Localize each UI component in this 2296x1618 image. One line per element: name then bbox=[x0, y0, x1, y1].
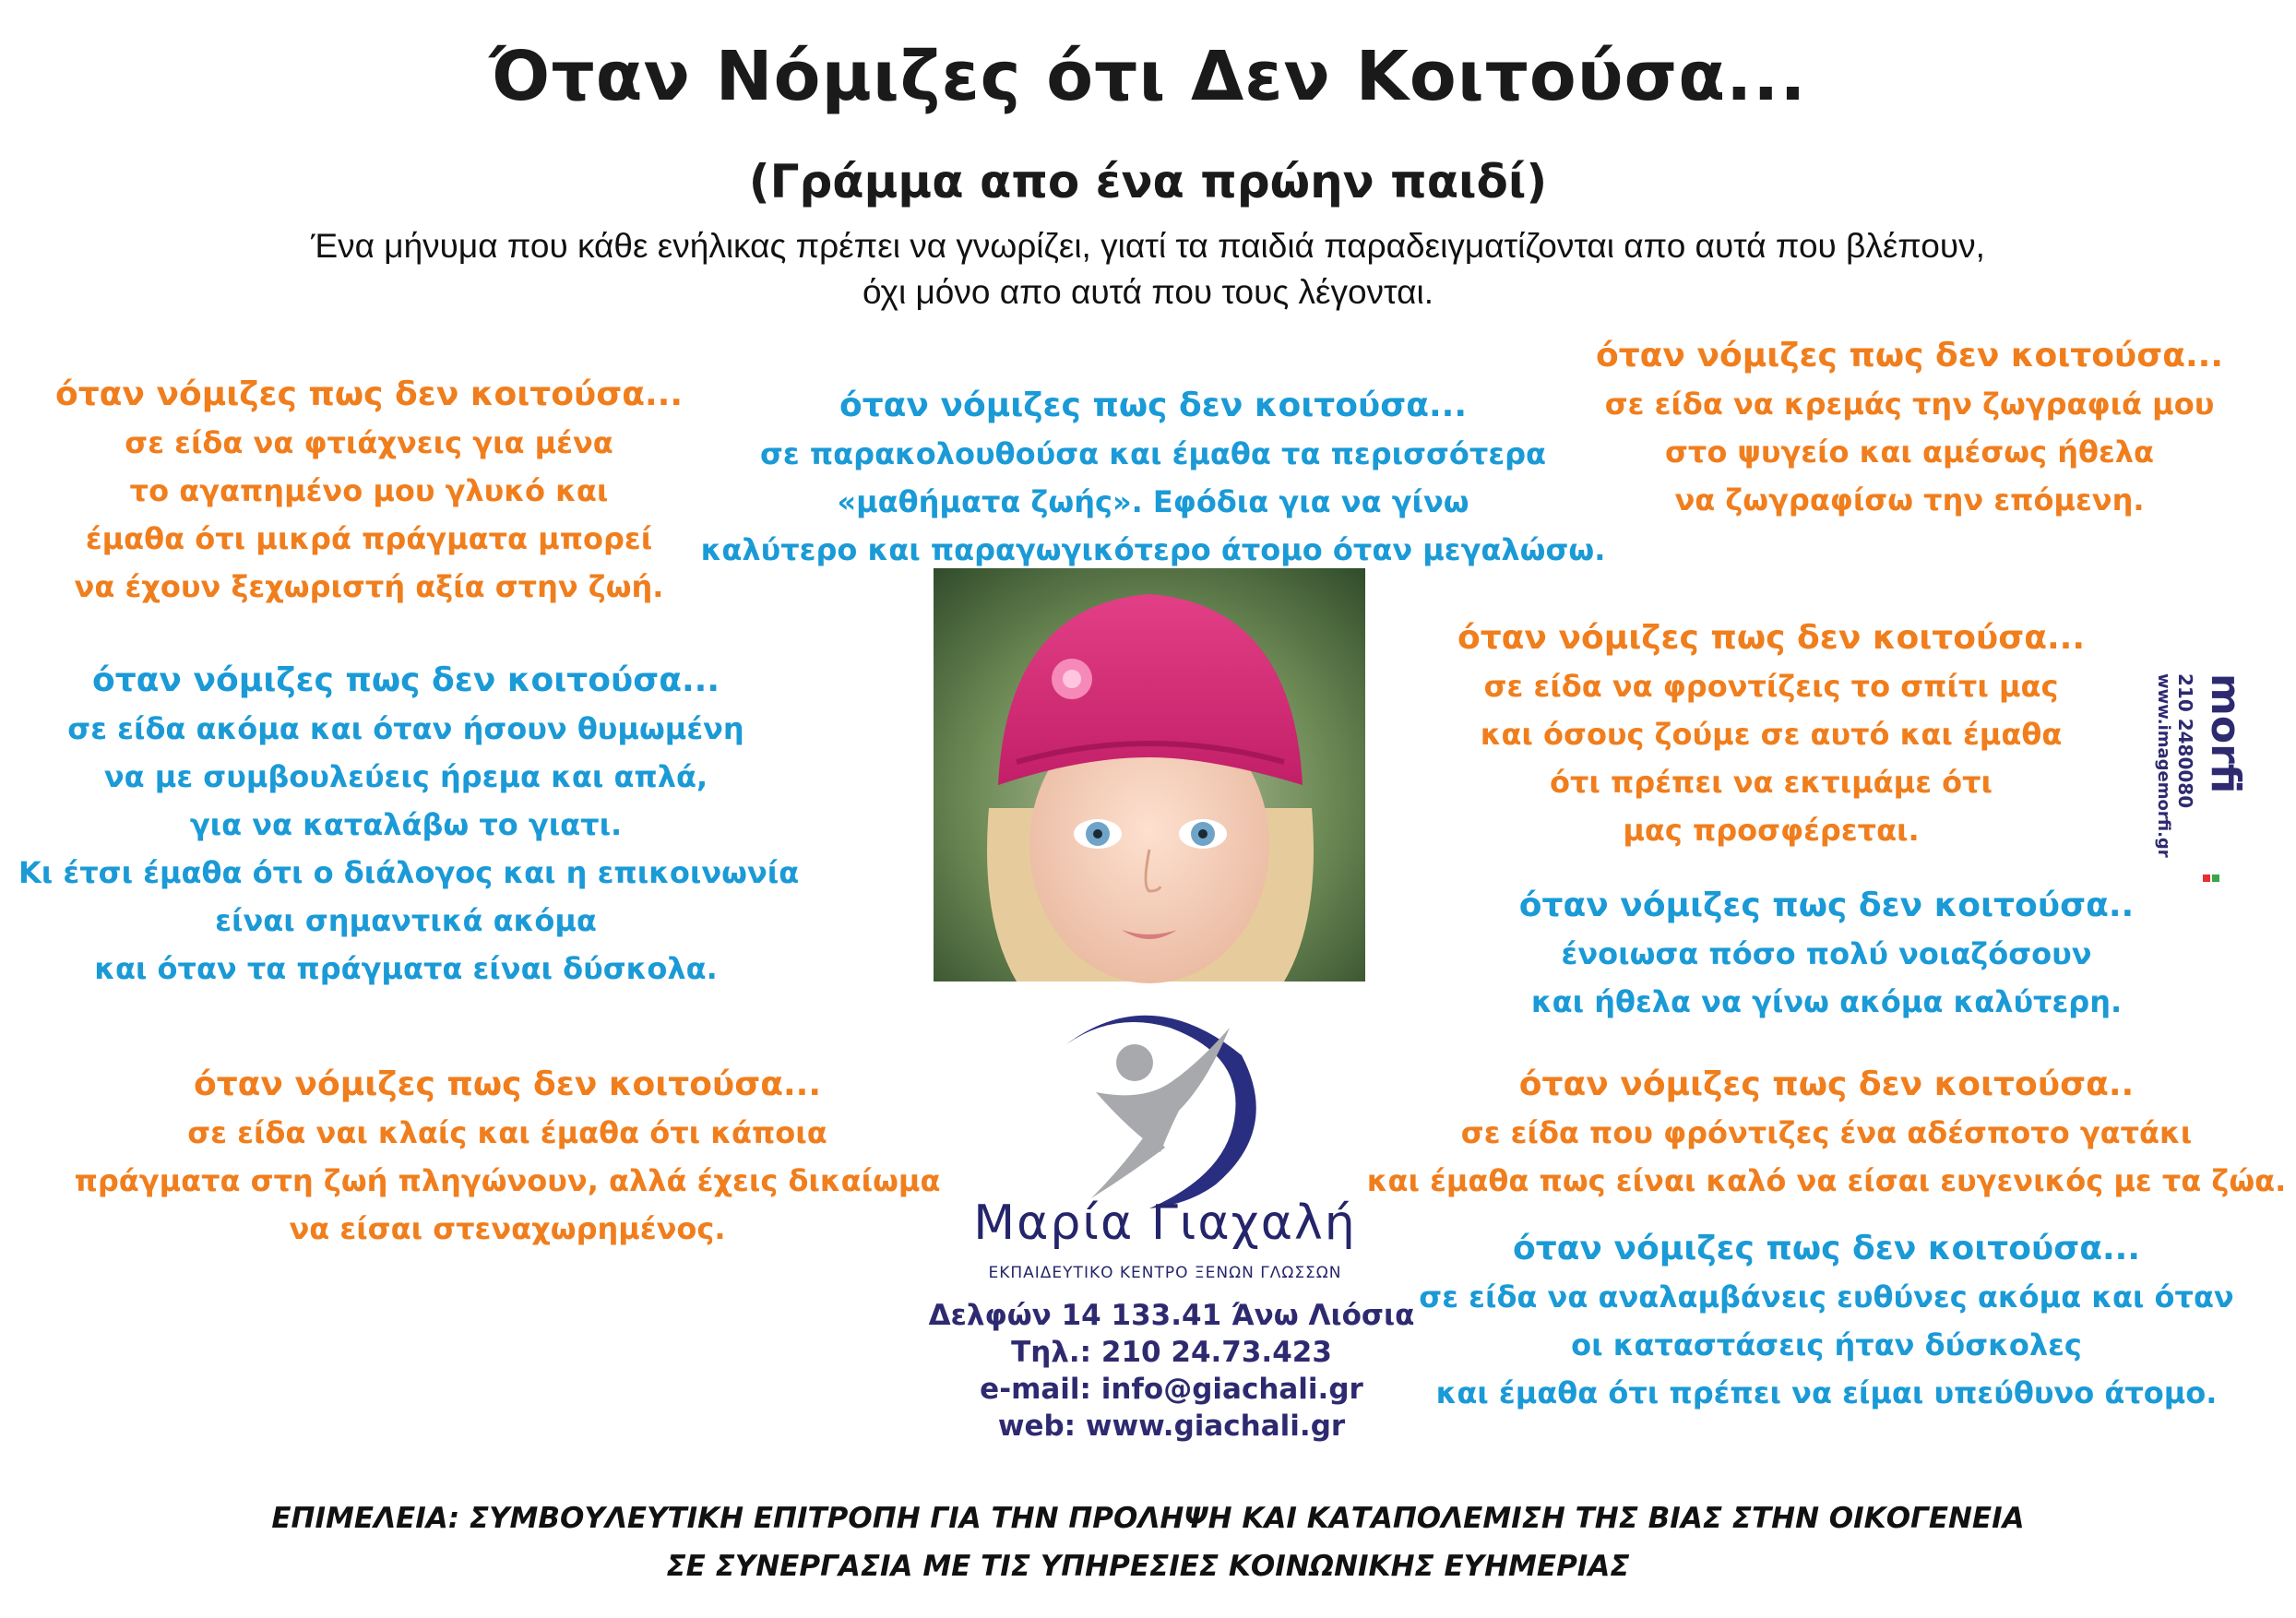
message-block bbox=[1457, 882, 2195, 1026]
address-text: Δελφών 14 133.41 Άνω Λιόσια bbox=[928, 1299, 1415, 1332]
block-line: ότι πρέπει να εκτιμάμε ότι bbox=[1549, 765, 1993, 800]
sponsor-web: www.imagemorfi.gr bbox=[2154, 673, 2173, 858]
block-line: σε είδα να κρεμάς την ζωγραφιά μου bbox=[1604, 387, 2215, 422]
block-line: σε είδα ακόμα και όταν ήσουν θυμωμένη bbox=[67, 711, 744, 746]
block-line: Κι έτσι έμαθα ότι ο διάλογος και η επικοινωνία bbox=[18, 855, 800, 890]
message-block bbox=[18, 657, 800, 993]
block-line: να ζωγραφίσω την επόμενη. bbox=[1674, 482, 2145, 518]
block-line: μας προσφέρεται. bbox=[1623, 813, 1920, 848]
block-heading: όταν νόμιζες πως δεν κοιτούσα... bbox=[839, 387, 1468, 424]
block-line: ένοιωσα πόσο πολύ νοιαζόσουν bbox=[1561, 936, 2092, 971]
message-block bbox=[1411, 1225, 2242, 1417]
footer-line: ΣΕ ΣΥΝΕΡΓΑΣΙΑ ΜΕ ΤΙΣ ΥΠΗΡΕΣΙΕΣ ΚΟΙΝΩΝΙΚΗΣ ΕΥΗΜΕΡΙΑΣ bbox=[666, 1550, 1630, 1583]
block-heading: όταν νόμιζες πως δεν κοιτούσα.. bbox=[1518, 1065, 2135, 1103]
block-line: σε είδα να φτιάχνεις για μένα bbox=[125, 425, 613, 460]
block-line: για να καταλάβω το γιατι. bbox=[189, 807, 623, 842]
intro-line: όχι μόνο απο αυτά που τους λέγονται. bbox=[862, 273, 1434, 311]
block-line: είναι σημαντικά ακόμα bbox=[215, 903, 597, 938]
block-heading: όταν νόμιζες πως δεν κοιτούσα... bbox=[91, 661, 720, 699]
block-heading: όταν νόμιζες πως δεν κοιτούσα... bbox=[1595, 337, 2224, 375]
block-line: να είσαι στεναχωρημένος. bbox=[289, 1211, 726, 1246]
school-tagline: ΕΚΠΑΙΔΕΥΤΙΚΟ ΚΕΝΤΡΟ ΞΕΝΩΝ ΓΛΩΣΣΩΝ bbox=[988, 1264, 1342, 1282]
message-block bbox=[65, 1061, 950, 1253]
block-heading: όταν νόμιζες πως δεν κοιτούσα... bbox=[1457, 619, 2086, 657]
block-line: και όταν τα πράγματα είναι δύσκολα. bbox=[94, 951, 718, 986]
block-line: και έμαθα πως είναι καλό να είσαι ευγενικός με τα ζώα. bbox=[1366, 1163, 2287, 1198]
block-line: καλύτερο και παραγωγικότερο άτομο όταν μεγαλώσω. bbox=[700, 532, 1606, 567]
sponsor-logo bbox=[2147, 666, 2249, 887]
block-line: και όσους ζούμε σε αυτό και έμαθα bbox=[1480, 717, 2063, 752]
intro-line: Ένα μήνυμα που κάθε ενήλικας πρέπει να γνωρίζει, γιατί τα παιδιά παραδειγματίζονται απο αυτά που βλέπουν, bbox=[311, 227, 1985, 265]
school-logo bbox=[1041, 991, 1271, 1208]
block-line: σε είδα να αναλαμβάνεις ευθύνες ακόμα και όταν bbox=[1419, 1279, 2234, 1315]
block-heading: όταν νόμιζες πως δεν κοιτούσα.. bbox=[1518, 886, 2135, 924]
message-block bbox=[692, 382, 1614, 574]
web-link[interactable]: web: www.giachali.gr bbox=[997, 1410, 1346, 1443]
child-photo bbox=[934, 568, 1365, 982]
block-line: «μαθήματα ζωής». Εφόδια για να γίνω bbox=[837, 484, 1469, 519]
message-block bbox=[1421, 614, 2122, 854]
block-line: σε είδα που φρόντιζες ένα αδέσποτο γατάκι bbox=[1460, 1115, 2193, 1150]
block-line: και ήθελα να γίνω ακόμα καλύτερη. bbox=[1530, 984, 2123, 1019]
message-block bbox=[1365, 1061, 2288, 1205]
block-line: το αγαπημένο μου γλυκό και bbox=[129, 473, 609, 508]
block-line: σε είδα ναι κλαίς και έμαθα ότι κάποια bbox=[187, 1115, 827, 1150]
page-title: Όταν Νόμιζες ότι Δεν Κοιτούσα... bbox=[489, 37, 1807, 116]
footer-credits bbox=[0, 1494, 2296, 1590]
school-name: Μαρία Γιαχαλή bbox=[973, 1196, 1357, 1251]
block-heading: όταν νόμιζες πως δεν κοιτούσα... bbox=[54, 375, 684, 413]
email-link[interactable]: e-mail: info@giachali.gr bbox=[980, 1373, 1363, 1406]
block-line: έμαθα ότι μικρά πράγματα μπορεί bbox=[85, 521, 653, 556]
sponsor-phone: 210 2480080 bbox=[2174, 673, 2196, 809]
block-line: και έμαθα ότι πρέπει να είμαι υπεύθυνο άτομο. bbox=[1435, 1375, 2218, 1410]
intro-text bbox=[0, 223, 2296, 315]
block-line: πράγματα στη ζωή πληγώνουν, αλλά έχεις δικαίωμα bbox=[74, 1163, 941, 1198]
block-line: οι καταστάσεις ήταν δύσκολες bbox=[1571, 1327, 2082, 1362]
sponsor-name: morfi bbox=[2202, 673, 2249, 794]
footer-line: ΕΠΙΜΕΛΕΙΑ: ΣΥΜΒΟΥΛΕΥΤΙΚΗ ΕΠΙΤΡΟΠΗ ΓΙΑ ΤΗΝ ΠΡΟΛΗΨΗ ΚΑΙ ΚΑΤΑΠΟΛΕΜΙΣΗ ΤΗΣ ΒΙΑΣ ΣΤΗΝ ΟΙΚΟΓΕΝΕΙΑ bbox=[271, 1502, 2025, 1535]
block-line: στο ψυγείο και αμέσως ήθελα bbox=[1664, 434, 2154, 470]
block-line: σε παρακολουθούσα και έμαθα τα περισσότερα bbox=[759, 436, 1547, 471]
block-line: σε είδα να φροντίζεις το σπίτι μας bbox=[1483, 669, 2059, 704]
message-block bbox=[1559, 332, 2260, 524]
block-heading: όταν νόμιζες πως δεν κοιτούσα... bbox=[1512, 1230, 2141, 1267]
contact-info bbox=[849, 1297, 1494, 1445]
block-heading: όταν νόμιζες πως δεν κοιτούσα... bbox=[193, 1065, 822, 1103]
page-subtitle: (Γράμμα απο ένα πρώην παιδί) bbox=[748, 155, 1548, 208]
phone-text: Τηλ.: 210 24.73.423 bbox=[1011, 1336, 1332, 1369]
block-line: να έχουν ξεχωριστή αξία στην ζωή. bbox=[74, 569, 664, 604]
block-line: να με συμβουλεύεις ήρεμα και απλά, bbox=[103, 759, 708, 794]
message-block bbox=[18, 371, 720, 611]
